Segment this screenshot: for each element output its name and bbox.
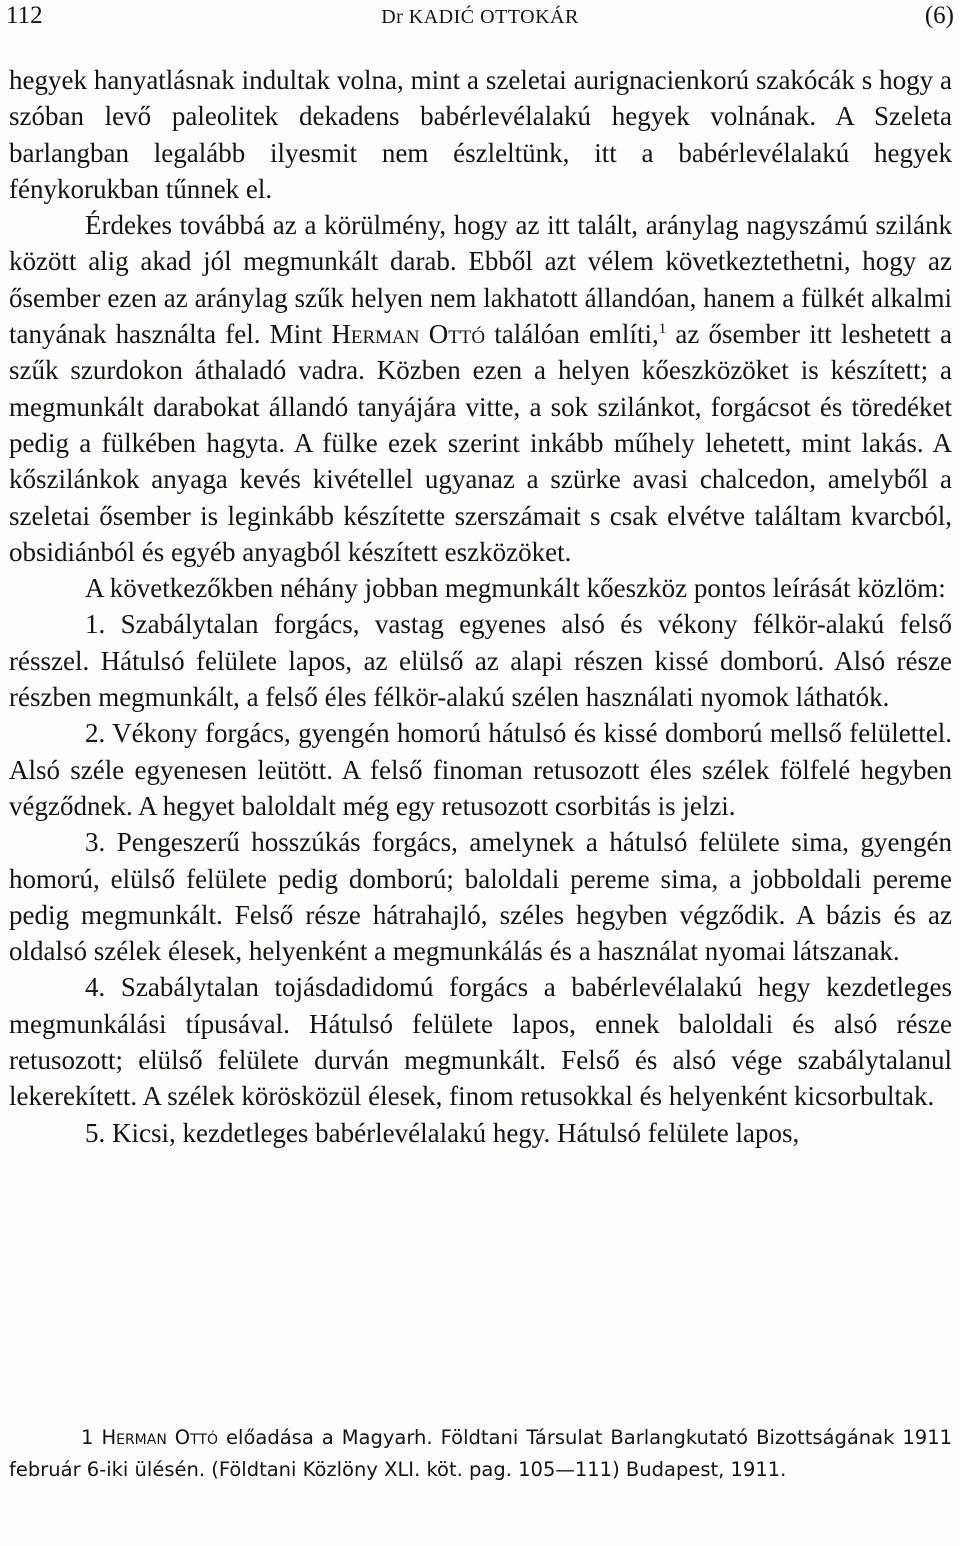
paragraph-3: A következőkben néhány jobban megmunkált kőeszköz pontos leírását közlöm: xyxy=(85,573,946,604)
author-name-herman: Herman Ottó xyxy=(331,319,486,350)
footnote-text: előadása a Magyarh. Földtani Társulat Barlangkutató Bizottságának 1911 február 6-iki ülésén. (Földtani Közlöny XLI. köt. pag. 105—111) Budapest, 1911. xyxy=(9,1426,953,1481)
paragraph-2-part-c: az ősember itt leshetett a szűk szurdokon áthaladó vadra. Közben ezen a helyen kőeszközöket is készített; a megmunkált darabokat állandó tanyájára vitte, a sok szilánkot, forgácsot és töredéket pedig a fülkében hagyta. A fülke ezek szerint inkább műhely lehetett, mint lakás. A kőszilánkok anyaga kevés kivétellel ugyanaz a szürke avasi chalcedon, amelyből a szeletai ősember is leginkább készítette szerszámait s csak elvétve találtam kvarcból, obsidiánból és egyéb anyagból készített eszközöket. xyxy=(9,319,953,567)
section-mark: (6) xyxy=(924,2,954,29)
page-number: 112 xyxy=(6,2,43,29)
item-4: 4. Szabálytalan tojásdadidomú forgács a babérlevélalakú hegy kezdetleges megmunkálási típusával. Hátulsó felülete lapos, ennek baloldali és alsó része retusozott; elülső felülete durván megmunkált. Felső és alsó vége szabálytalanul lekerekített. A szélek körösközül élesek, finom retusokkal és helyenként kicsorbultak. xyxy=(9,972,952,1112)
paragraph-2-part-b: találóan említi, xyxy=(485,319,659,350)
item-2: 2. Vékony forgács, gyengén homorú hátulsó és kissé domború mellső felülettel. Alsó széle egyenesen leütött. A felső finoman retusozott éles szélek fölfelé hegyben végződnek. A hegyet baloldalt még egy retusozott csorbitás is jelzi. xyxy=(9,718,952,821)
footnote xyxy=(9,1422,952,1485)
paragraph-2 xyxy=(9,207,952,570)
item-5: 5. Kicsi, kezdetleges babérlevélalakú hegy. Hátulsó felülete lapos, xyxy=(85,1117,800,1148)
body-text xyxy=(9,62,952,1151)
item-3: 3. Pengeszerű hosszúkás forgács, amelynek a hátulsó felülete sima, gyengén homorú, elülső felülete pedig domború; baloldali pereme sima, a jobboldali pereme pedig megmunkált. Felső része hátrahajló, széles hegyben végződik. A bázis és az oldalsó szélek élesek, helyenként a megmunkálás és a használat nyomai látszanak. xyxy=(9,827,952,967)
footnote-marker: 1 xyxy=(81,1426,94,1449)
item-1: 1. Szabálytalan forgács, vastag egyenes alsó és vékony félkör-alakú felső résszel. Hátulsó felülete lapos, az elülső az alapi részen kissé domború. Alsó része részben megmunkált, a felső éles félkör-alakú szélen használati nyomok láthatók. xyxy=(9,609,952,713)
paragraph-1: hegyek hanyatlásnak indultak volna, mint a szeletai aurignacienkorú szakócák s hogy a szóban levő paleolitek dekadens babérlevélalakú hegyek volnának. A Szeleta barlangban legalább ilyesmit nem észleltünk, itt a babérlevélalakú hegyek fénykorukban tűnnek el. xyxy=(9,65,952,204)
footnote-ref: 1 xyxy=(658,321,667,338)
running-title: Dr KADIĆ OTTOKÁR xyxy=(381,6,579,28)
page-header xyxy=(6,2,954,36)
footnote-author-name: Herman Ottó xyxy=(101,1426,219,1449)
paragraph-2-part-a: Érdekes továbbá az a körülmény, hogy az itt talált, aránylag nagyszámú szilánk között alig akad jól megmunkált darab. Ebből azt vélem következtethetni, hogy az ősember ezen az aránylag szűk helyen nem lakhatott állandóan, hanem a fülkét alkalmi tanyának használta fel. Mint xyxy=(9,210,952,350)
